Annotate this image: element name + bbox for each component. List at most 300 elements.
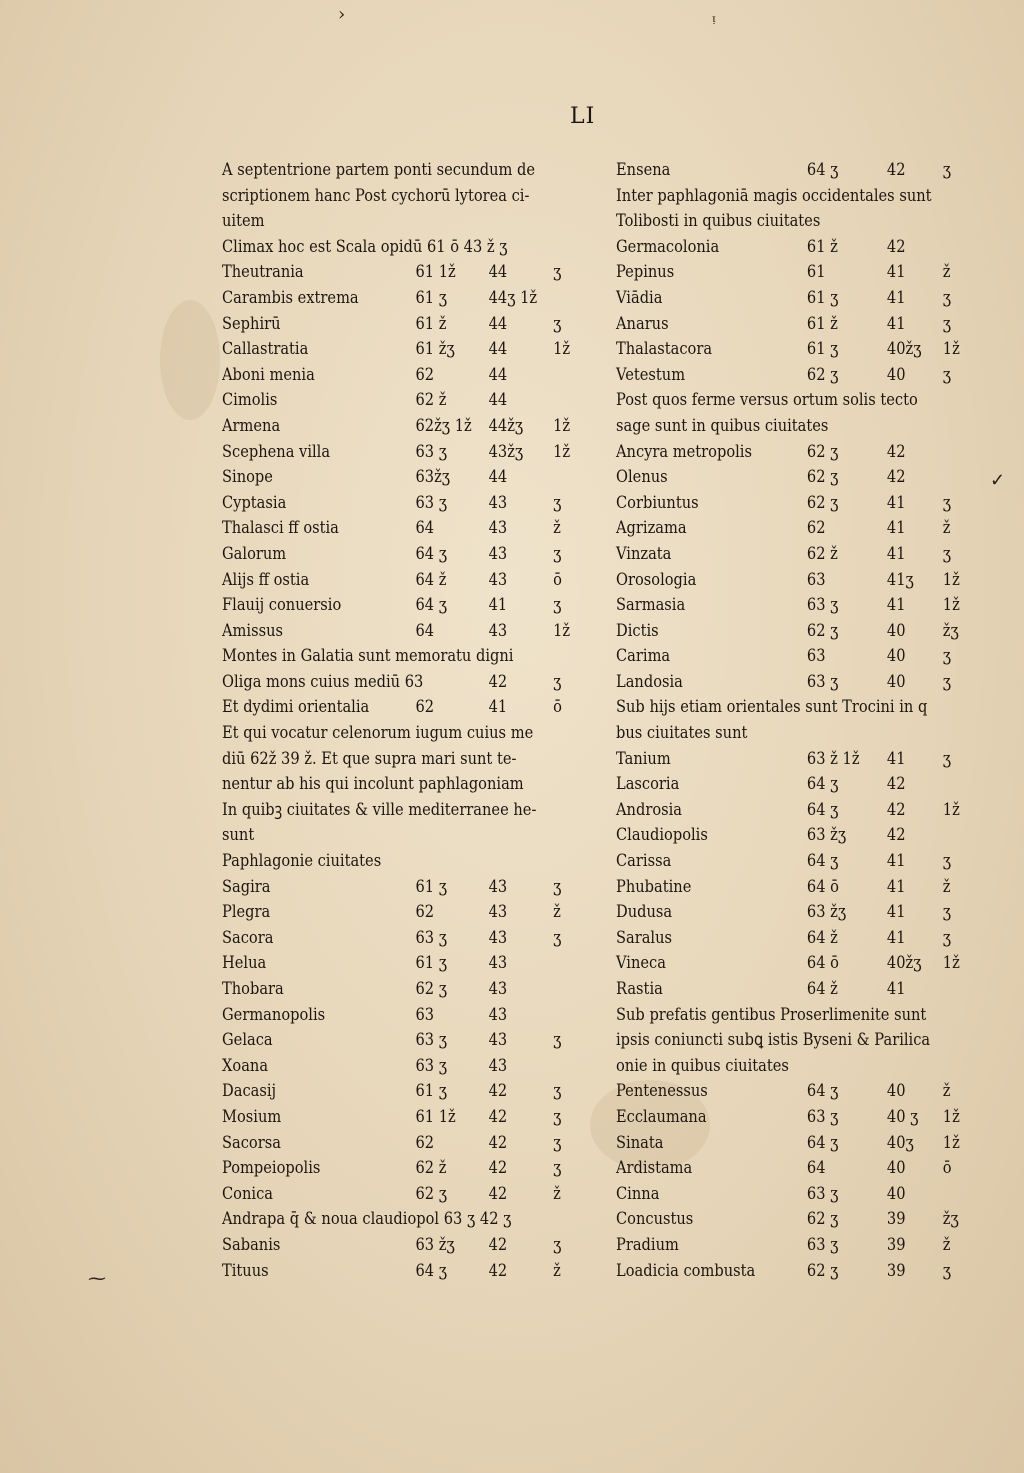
coordinate-value: ž <box>942 1234 951 1255</box>
coordinate-value: 40 <box>886 1183 906 1204</box>
coordinate-value: 43 <box>488 518 508 539</box>
text-line <box>222 363 532 389</box>
paper-stain <box>160 300 220 420</box>
place-name: Lascoria <box>616 774 680 795</box>
coordinate-value: ʒ <box>942 492 952 513</box>
coordinate-value: 1ž <box>553 339 571 360</box>
text-line <box>222 721 532 747</box>
text-line <box>616 363 952 389</box>
text-line <box>222 1079 562 1105</box>
coordinate-value: 61 ʒ <box>415 1081 448 1102</box>
coordinate-value: ʒ <box>942 902 952 923</box>
coordinate-value: ž <box>553 1260 561 1281</box>
coordinate-value: 42 <box>488 1081 508 1102</box>
coordinate-value: 64 ʒ <box>806 851 839 872</box>
coordinate-value: 63 ʒ <box>806 1106 839 1127</box>
coordinate-value: 42 <box>886 441 906 462</box>
coordinate-value: 1ž <box>942 953 960 974</box>
coordinate-value: 63 <box>415 1004 435 1025</box>
text-line <box>222 491 562 517</box>
place-name: Et dydimi orientalia <box>222 697 370 718</box>
coordinate-value: 62 <box>415 1132 435 1153</box>
ink-checkmark: ✓ <box>990 470 1006 491</box>
coordinate-value: 61 ʒ <box>806 287 839 308</box>
place-name: Conica <box>222 1183 273 1204</box>
coordinate-value: ʒ <box>553 595 562 616</box>
coordinate-value: 41 <box>886 851 906 872</box>
text-line <box>222 977 532 1003</box>
coordinate-value: 42 <box>488 1234 508 1255</box>
coordinate-value: 64 ʒ <box>415 595 448 616</box>
place-name: Xoana <box>222 1055 269 1076</box>
text-line <box>616 440 926 466</box>
text-line <box>616 491 952 517</box>
coordinate-value: 41 <box>886 748 906 769</box>
coordinate-value: ʒ <box>553 1234 562 1255</box>
place-name: Thobara <box>222 979 284 999</box>
ink-mark: › <box>338 4 346 25</box>
place-name: Paphlagonie ciuitates <box>222 851 382 872</box>
place-name: Phubatine <box>616 876 692 897</box>
coordinate-value: 41ʒ <box>886 569 914 590</box>
coordinate-value: 61 ž <box>806 313 838 334</box>
text-line <box>616 695 926 721</box>
place-name: Ecclaumana <box>616 1106 707 1127</box>
coordinate-value: 41 <box>886 492 906 513</box>
coordinate-value: ž <box>942 1081 951 1102</box>
coordinate-value: 42 <box>886 160 906 180</box>
place-name: Oliga mons cuius mediū 63 <box>222 671 424 692</box>
coordinate-value: 63 žʒ <box>806 902 847 923</box>
coordinate-value: ž <box>553 902 561 923</box>
coordinate-value: 41 <box>488 697 508 718</box>
coordinate-value: 64 ō <box>806 876 839 897</box>
place-name: onie in quibus ciuitates <box>616 1055 789 1076</box>
coordinate-value: 63 ʒ <box>415 1030 448 1051</box>
coordinate-value: 62žʒ 1ž <box>415 415 472 436</box>
coordinate-value: 63 ʒ <box>806 671 839 692</box>
coordinate-value: 41 <box>886 595 906 616</box>
coordinate-value: 42 <box>488 1106 508 1127</box>
coordinate-value: 43 <box>488 953 508 974</box>
text-line <box>616 1207 959 1233</box>
place-name: Concustus <box>616 1209 694 1230</box>
text-line <box>616 619 959 645</box>
coordinate-value: ʒ <box>942 364 952 385</box>
text-line <box>616 388 926 414</box>
place-name: scriptionem hanc Post cychorū lytorea ci- <box>222 185 530 206</box>
place-name: Flauij conuersio <box>222 595 342 616</box>
place-name: Sacorsa <box>222 1132 281 1153</box>
text-line <box>222 926 562 952</box>
text-line <box>616 823 926 849</box>
place-name: Pepinus <box>616 262 675 283</box>
coordinate-value: 61 1ž <box>415 1106 456 1127</box>
place-name: Mosium <box>222 1106 282 1127</box>
coordinate-value: 41 <box>886 927 906 948</box>
place-name: Et qui vocatur celenorum iugum cuius me <box>222 723 534 744</box>
coordinate-value: ʒ <box>942 646 952 667</box>
coordinate-value: 40ʒ <box>886 1132 914 1153</box>
place-name: nentur ab his qui incolunt paphlagoniam <box>222 774 524 795</box>
text-line <box>222 568 562 594</box>
text-line <box>222 695 562 721</box>
coordinate-value: 64 ʒ <box>415 543 448 564</box>
coordinate-value: 64 <box>415 518 435 539</box>
coordinate-value: 63 žʒ <box>806 825 847 846</box>
coordinate-value: 1ž <box>942 1106 960 1127</box>
coordinate-value: 40 <box>886 1158 906 1179</box>
coordinate-value: 63 žʒ <box>415 1234 455 1255</box>
coordinate-value: ʒ <box>942 543 952 564</box>
coordinate-value: 41 <box>886 543 906 564</box>
coordinate-value: 41 <box>886 262 906 283</box>
coordinate-value: 61 ʒ <box>415 287 448 308</box>
coordinate-value: 42 <box>886 774 906 795</box>
coordinate-value: ž <box>942 262 951 283</box>
coordinate-value: 40 ʒ <box>886 1106 919 1127</box>
coordinate-value: 64 ž <box>415 569 447 590</box>
place-name: A septentrione partem ponti secundum de <box>222 160 536 180</box>
place-name: diū 62ž 39 ž. Et que supra mari sunt te- <box>222 748 517 769</box>
coordinate-value: ʒ <box>942 927 952 948</box>
coordinate-value: 44 <box>488 313 508 334</box>
text-line <box>616 593 960 619</box>
coordinate-value: 43 <box>488 979 508 999</box>
coordinate-value: ʒ <box>553 1081 562 1102</box>
coordinate-value: ʒ <box>942 851 952 872</box>
coordinate-value: ʒ <box>553 313 562 334</box>
place-name: Scephena villa <box>222 441 331 462</box>
coordinate-value: 1ž <box>942 1132 960 1153</box>
coordinate-value: 62 ʒ <box>806 1209 839 1230</box>
coordinate-value: ʒ <box>942 287 952 308</box>
coordinate-value: 44 <box>488 262 508 283</box>
text-line <box>222 1156 562 1182</box>
coordinate-value: 63 ʒ <box>415 927 448 948</box>
place-name: Pradium <box>616 1234 679 1255</box>
text-line <box>616 1054 926 1080</box>
coordinate-value: 44 <box>488 339 508 360</box>
place-name: ipsis coniuncti subꝗ istis Byseni & Parilica <box>616 1030 931 1051</box>
coordinate-value: ʒ <box>553 1106 562 1127</box>
text-line <box>616 900 952 926</box>
text-line <box>222 286 538 312</box>
text-line <box>616 644 952 670</box>
coordinate-value: 42 <box>488 671 508 692</box>
coordinate-value: 62 ʒ <box>415 979 448 999</box>
coordinate-value: 62 ž <box>806 543 838 564</box>
text-line <box>222 337 571 363</box>
coordinate-value: 64 <box>415 620 435 641</box>
text-line <box>616 772 926 798</box>
coordinate-value: ʒ <box>553 671 562 692</box>
place-name: Ancyra metropolis <box>616 441 752 462</box>
place-name: Helua <box>222 953 267 974</box>
coordinate-value: 62 <box>415 902 435 923</box>
text-line <box>222 1131 562 1157</box>
coordinate-value: 41 <box>886 313 906 334</box>
text-line <box>222 772 532 798</box>
place-name: Cyptasia <box>222 492 287 513</box>
coordinate-value: 43 <box>488 1004 508 1025</box>
coordinate-value: ž <box>553 518 561 539</box>
coordinate-value: 61 ž <box>415 313 447 334</box>
text-line <box>616 337 960 363</box>
text-line <box>616 260 951 286</box>
coordinate-value: 63 ʒ <box>806 1234 839 1255</box>
place-name: Tituus <box>222 1260 269 1281</box>
coordinate-value: 43 <box>488 902 508 923</box>
coordinate-value: 1ž <box>553 415 571 436</box>
coordinate-value: 42 <box>488 1183 508 1204</box>
coordinate-value: 43 <box>488 1030 508 1051</box>
coordinate-value: 44 <box>488 390 508 411</box>
place-name: Sinope <box>222 467 273 488</box>
coordinate-value: 44žʒ <box>488 415 524 436</box>
place-name: Saralus <box>616 927 673 948</box>
place-name: Sacora <box>222 927 274 948</box>
place-name: Cimolis <box>222 390 278 411</box>
coordinate-value: 41 <box>886 876 906 897</box>
text-line <box>616 670 952 696</box>
coordinate-value: 63 ʒ <box>415 441 448 462</box>
text-line <box>222 312 562 338</box>
coordinate-value: 43 <box>488 569 508 590</box>
place-name: Thalasci ff ostia <box>222 518 339 539</box>
text-line <box>222 1259 561 1285</box>
place-name: Androsia <box>616 799 683 820</box>
place-name: Climax hoc est Scala opidū 61 ō 43 ž ʒ <box>222 236 508 257</box>
coordinate-value: 44ʒ 1ž <box>488 287 538 308</box>
coordinate-value: 42 <box>488 1158 508 1179</box>
ink-mark: ⁓ <box>88 1268 106 1289</box>
text-line <box>222 184 532 210</box>
right-column <box>616 158 976 1284</box>
text-line <box>222 951 532 977</box>
place-name: Sabanis <box>222 1234 281 1255</box>
coordinate-value: 61 ʒ <box>415 953 448 974</box>
place-name: Sarmasia <box>616 595 686 616</box>
coordinate-value: 40 <box>886 620 906 641</box>
coordinate-value: 64 ʒ <box>806 774 839 795</box>
text-line <box>222 158 536 184</box>
coordinate-value: 43 <box>488 492 508 513</box>
coordinate-value: 62 <box>415 364 435 385</box>
coordinate-value: 1ž <box>553 620 571 641</box>
coordinate-value: 62 ʒ <box>806 441 839 462</box>
place-name: Alijs ff ostia <box>222 569 310 590</box>
text-line <box>616 235 926 261</box>
text-line <box>616 542 952 568</box>
text-line <box>616 1156 952 1182</box>
place-name: Germacolonia <box>616 236 720 257</box>
text-line <box>616 158 952 184</box>
place-name: Sephirū <box>222 313 281 334</box>
coordinate-value: 43 <box>488 876 508 897</box>
left-column <box>222 158 582 1284</box>
text-line <box>616 286 952 312</box>
place-name: Thalastacora <box>616 339 713 360</box>
coordinate-value: 43 <box>488 543 508 564</box>
text-line <box>616 1079 951 1105</box>
coordinate-value: 64 ž <box>806 979 838 999</box>
coordinate-value: 63 ž 1ž <box>806 748 860 769</box>
place-name: uitem <box>222 211 265 232</box>
text-line <box>616 312 952 338</box>
coordinate-value: 1ž <box>942 595 960 616</box>
coordinate-value: 64 ʒ <box>806 160 839 180</box>
text-line <box>616 926 952 952</box>
coordinate-value: 40 <box>886 364 906 385</box>
coordinate-value: 62 ʒ <box>806 492 839 513</box>
coordinate-value: ʒ <box>942 160 952 180</box>
place-name: Claudiopolis <box>616 825 708 846</box>
coordinate-value: 62 <box>415 697 435 718</box>
place-name: Agrizama <box>616 518 687 539</box>
place-name: Montes in Galatia sunt memoratu digni <box>222 646 514 667</box>
coordinate-value: 42 <box>488 1260 508 1281</box>
coordinate-value: 63žʒ <box>415 467 451 488</box>
place-name: Carambis extrema <box>222 287 359 308</box>
text-line <box>616 1028 931 1054</box>
place-name: Corbiuntus <box>616 492 699 513</box>
coordinate-value: 64 ʒ <box>806 799 839 820</box>
coordinate-value: 41 <box>886 979 906 999</box>
text-line <box>616 184 932 210</box>
coordinate-value: 1ž <box>942 569 960 590</box>
coordinate-value: ʒ <box>553 492 562 513</box>
coordinate-value: 61 <box>806 262 826 283</box>
coordinate-value: 1ž <box>553 441 571 462</box>
place-name: Tanium <box>616 748 671 769</box>
coordinate-value: ʒ <box>942 671 952 692</box>
coordinate-value: 43žʒ <box>488 441 524 462</box>
coordinate-value: 40 <box>886 671 906 692</box>
coordinate-value: 61 žʒ <box>415 339 455 360</box>
coordinate-value: 39 <box>886 1234 906 1255</box>
place-name: Gelaca <box>222 1030 273 1051</box>
coordinate-value: 64 ž <box>806 927 838 948</box>
coordinate-value: ž <box>553 1183 561 1204</box>
place-name: Andrapa q̄ & noua claudiopol 63 ʒ 42 ʒ <box>222 1209 512 1230</box>
coordinate-value: 40 <box>886 1081 906 1102</box>
place-name: Pompeiopolis <box>222 1158 321 1179</box>
text-line <box>222 1028 562 1054</box>
text-line <box>222 1105 562 1131</box>
place-name: sunt <box>222 825 255 846</box>
coordinate-value: ʒ <box>553 262 562 283</box>
text-line <box>616 798 960 824</box>
place-name: Pentenessus <box>616 1081 708 1102</box>
text-line <box>222 1233 562 1259</box>
coordinate-value: 1ž <box>942 339 960 360</box>
place-name: Dacasij <box>222 1081 277 1102</box>
ink-mark: ᵎ <box>712 12 716 33</box>
text-line <box>616 977 926 1003</box>
coordinate-value: 61 ʒ <box>415 876 448 897</box>
place-name: Inter paphlagoniā magis occidentales sunt <box>616 185 932 206</box>
coordinate-value: 63 <box>806 569 826 590</box>
coordinate-value: 64 <box>806 1158 826 1179</box>
text-line <box>616 414 926 440</box>
text-line <box>616 1105 960 1131</box>
coordinate-value: 43 <box>488 620 508 641</box>
place-name: Anarus <box>616 313 669 334</box>
place-name: In quibꝫ ciuitates & ville mediterranee he- <box>222 799 537 820</box>
text-line <box>222 1182 561 1208</box>
coordinate-value: ž <box>942 518 951 539</box>
coordinate-value: ō <box>942 1158 952 1179</box>
place-name: Tolibosti in quibus ciuitates <box>616 211 821 232</box>
coordinate-value: 63 ʒ <box>806 595 839 616</box>
coordinate-value: 43 <box>488 927 508 948</box>
text-line <box>222 516 561 542</box>
coordinate-value: ž <box>942 876 951 897</box>
place-name: Orosologia <box>616 569 697 590</box>
place-name: Landosia <box>616 671 683 692</box>
text-line <box>222 823 532 849</box>
coordinate-value: 42 <box>886 825 906 846</box>
coordinate-value: žʒ <box>942 620 959 641</box>
place-name: Armena <box>222 415 281 436</box>
coordinate-value: ō <box>553 569 562 590</box>
place-name: Aboni menia <box>222 364 315 385</box>
coordinate-value: 62 ʒ <box>806 364 839 385</box>
place-name: Sagira <box>222 876 271 897</box>
text-line <box>616 951 960 977</box>
place-name: bus ciuitates sunt <box>616 723 748 744</box>
text-line <box>616 1182 926 1208</box>
coordinate-value: žʒ <box>942 1209 959 1230</box>
coordinate-value: 40žʒ <box>886 953 922 974</box>
text-line <box>222 798 537 824</box>
text-line <box>222 900 561 926</box>
coordinate-value: 41 <box>886 287 906 308</box>
coordinate-value: 62 ʒ <box>415 1183 448 1204</box>
coordinate-value: 39 <box>886 1209 906 1230</box>
text-line <box>222 388 532 414</box>
place-name: Sinata <box>616 1132 664 1153</box>
coordinate-value: 62 ʒ <box>806 620 839 641</box>
folio-number: LI <box>570 104 596 129</box>
text-line <box>222 542 562 568</box>
coordinate-value: 1ž <box>942 799 960 820</box>
text-line <box>222 670 562 696</box>
text-line <box>222 619 571 645</box>
text-line <box>616 209 926 235</box>
coordinate-value: 39 <box>886 1260 906 1281</box>
text-line <box>616 849 952 875</box>
coordinate-value: 62 ž <box>415 1158 447 1179</box>
coordinate-value: 41 <box>488 595 508 616</box>
place-name: Vinzata <box>616 543 672 564</box>
coordinate-value: 62 <box>806 518 826 539</box>
text-line <box>222 235 532 261</box>
text-line <box>222 849 532 875</box>
text-line <box>222 260 562 286</box>
text-line <box>222 414 571 440</box>
place-name: Germanopolis <box>222 1004 326 1025</box>
coordinate-value: 62 ʒ <box>806 1260 839 1281</box>
coordinate-value: 41 <box>886 518 906 539</box>
coordinate-value: 43 <box>488 1055 508 1076</box>
coordinate-value: ʒ <box>553 1158 562 1179</box>
coordinate-value: 42 <box>488 1132 508 1153</box>
text-line <box>222 593 562 619</box>
text-line <box>222 209 532 235</box>
coordinate-value: 42 <box>886 467 906 488</box>
